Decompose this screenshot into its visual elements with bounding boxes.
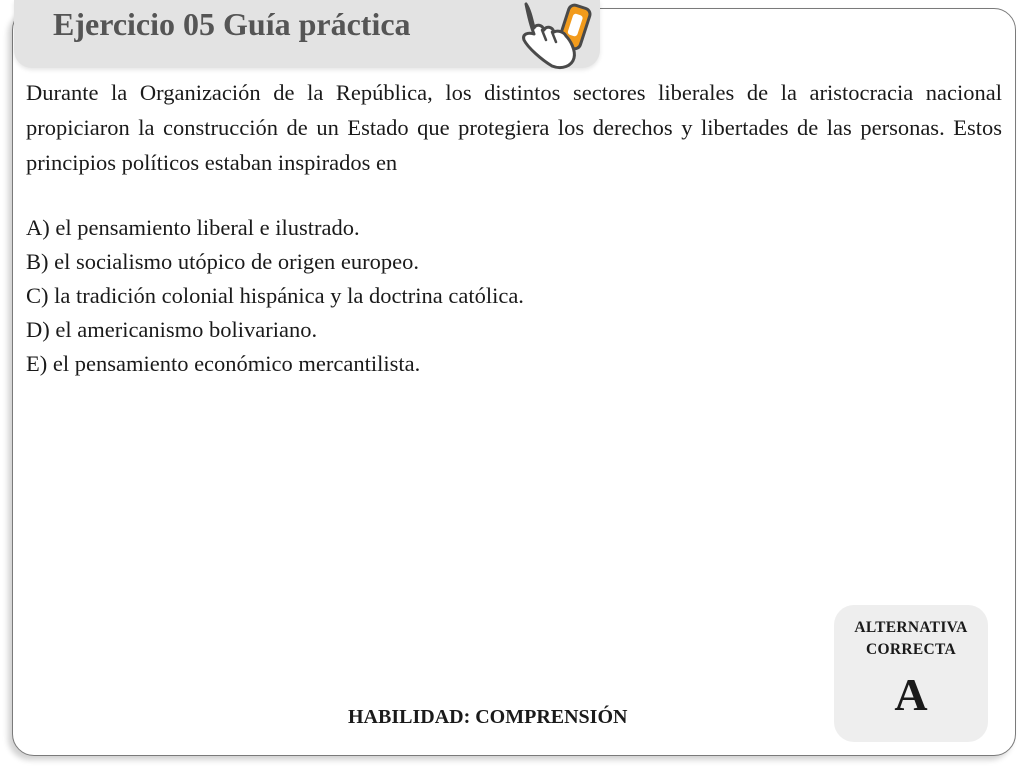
answer-label-line1: ALTERNATIVA [854,619,968,636]
answer-label-line2: CORRECTA [866,641,956,658]
option-b: B) el socialismo utópico de origen europeo. [26,249,420,274]
options-list [26,211,926,381]
question-text: Durante la Organización de la República, los distintos sectores liberales de la aristocracia nacional propiciaron la construcción de un Estado que protegiera los derechos y libertades de las personas. Estos principios políticos estaban inspirados en [26,80,1002,175]
pointing-hand-exclamation-icon [512,0,604,76]
option-e: E) el pensamiento económico mercantilista. [26,351,421,376]
skill-label: HABILIDAD: COMPRENSIÓN [348,706,628,728]
option-a: A) el pensamiento liberal e ilustrado. [26,215,360,240]
option-d: D) el americanismo bolivariano. [26,317,318,342]
option-c: C) la tradición colonial hispánica y la doctrina católica. [26,283,524,308]
answer-label [834,617,988,661]
correct-answer-box [834,605,988,742]
answer-letter: A [894,669,928,720]
slide-title: Ejercicio 05 Guía práctica [53,6,411,42]
